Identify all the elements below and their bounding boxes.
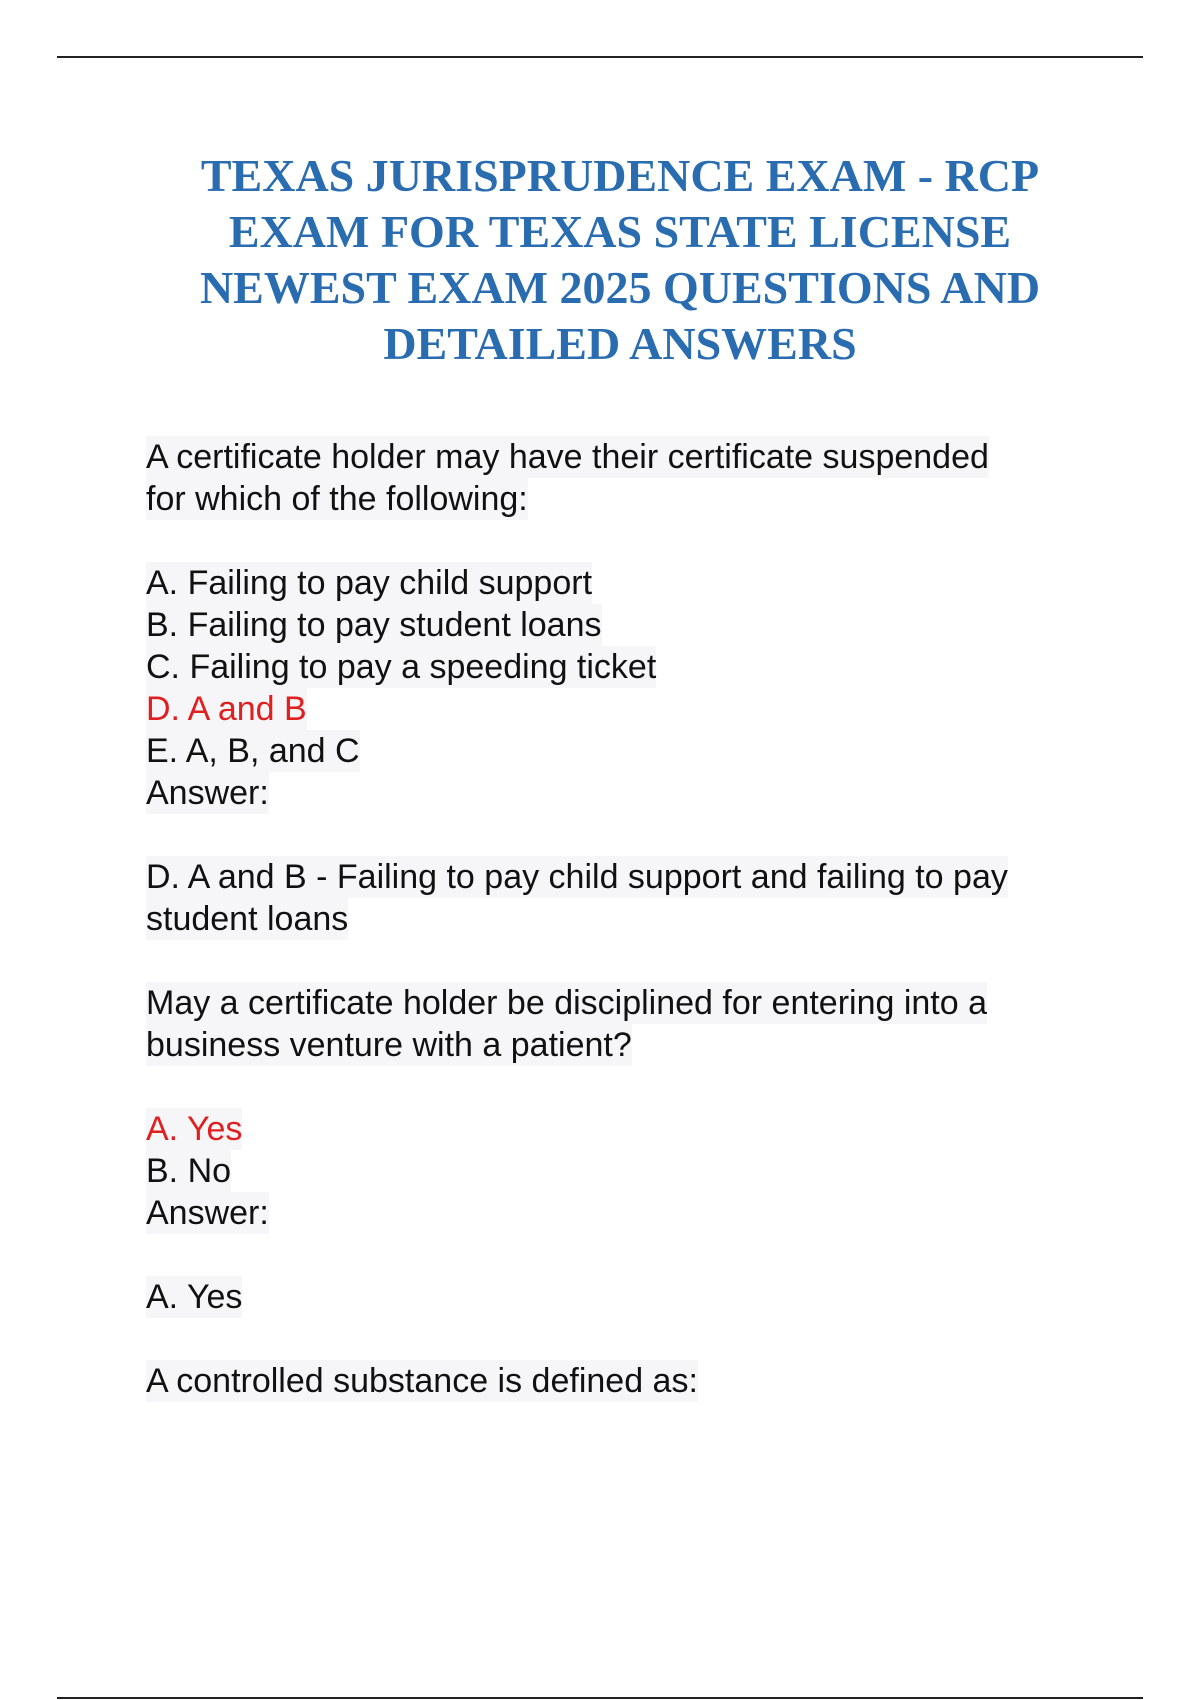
option-b: B. No [146,1152,232,1190]
document-title [140,148,1100,372]
answer-text-line: A. Yes [146,1278,243,1316]
question-block-1 [146,436,1086,940]
question-text-line: business venture with a patient? [146,1026,632,1064]
title-line: DETAILED ANSWERS [383,318,857,369]
title-line: EXAM FOR TEXAS STATE LICENSE [228,206,1012,257]
title-line: TEXAS JURISPRUDENCE EXAM - RCP [200,150,1040,201]
question-block-3 [146,1360,1086,1402]
answer-label: Answer: [146,1194,269,1232]
option-e: E. A, B, and C [146,732,360,770]
answer-label: Answer: [146,774,269,812]
question-text-line: for which of the following: [146,480,528,518]
document-body [146,436,1086,1402]
question-text-line: May a certificate holder be disciplined for entering into a [146,984,988,1022]
bottom-rule [57,1697,1143,1699]
question-text-line: A controlled substance is defined as: [146,1362,698,1400]
question-block-2 [146,982,1086,1318]
option-c: C. Failing to pay a speeding ticket [146,648,657,686]
title-line: NEWEST EXAM 2025 QUESTIONS AND [199,262,1041,313]
question-text-line: A certificate holder may have their certificate suspended [146,438,989,476]
top-rule [57,56,1143,58]
answer-text-line: student loans [146,900,349,938]
option-b: B. Failing to pay student loans [146,606,602,644]
option-a: A. Failing to pay child support [146,564,593,602]
answer-text-line: D. A and B - Failing to pay child support and failing to pay [146,858,1008,896]
option-a-correct: A. Yes [146,1110,243,1148]
option-d-correct: D. A and B [146,690,307,728]
